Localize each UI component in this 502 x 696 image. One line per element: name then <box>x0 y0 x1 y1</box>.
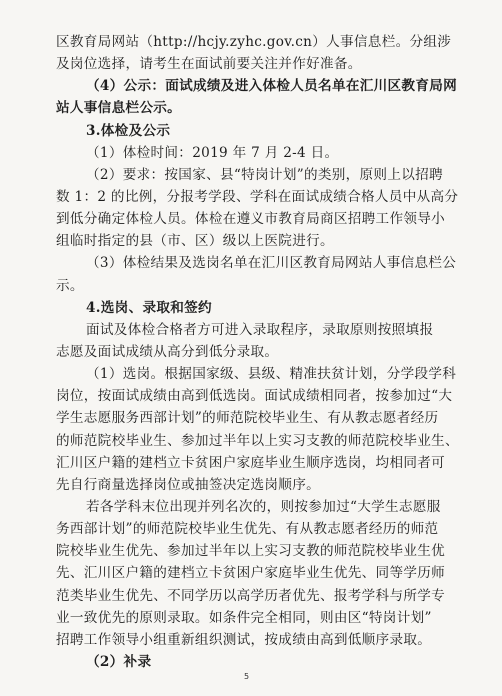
text-line-19: 的师范院校毕业生、参加过半年以上实习支教的师范院校毕业生、 <box>56 432 459 449</box>
text-line-1: 区教育局网站（http://hcjy.zyhc.gov.cn）人事信息栏。分组涉 <box>56 34 452 50</box>
text-line-26: 范类毕业生优先、不同学历以高学历者优先、报考学科与所学专 <box>56 587 446 604</box>
text-line-21: 先自行商量选择岗位或抽签决定选岗顺序。 <box>56 476 320 493</box>
text-line-14: 面试及体检合格者方可进入录取程序，录取原则按照填报 <box>86 321 434 338</box>
text-line-16: （1）选岗。根据国家级、县级、精准扶贫计划，分学段学科 <box>86 366 457 383</box>
section-heading-4: 4.选岗、录取和签约 <box>86 299 212 316</box>
text-line-18: 学生志愿服务西部计划”的师范院校毕业生、有从教志愿者经历 <box>56 410 439 427</box>
text-line-7: （2）要求：按国家、县“特岗计划”的类别，原则上以招聘 <box>86 166 443 183</box>
text-line-20: 汇川区户籍的建档立卡贫困户家庭毕业生顺序选岗，均相同者可 <box>56 454 446 471</box>
text-line-24: 院校毕业生优先、参加过半年以上实习支教的师范院校毕业生优 <box>56 543 446 560</box>
text-line-10: 组临时指定的县（市、区）级以上医院进行。 <box>56 233 334 250</box>
text-line-23: 务西部计划”的师范院校毕业生优先、有从教志愿者经历的师范 <box>56 521 439 538</box>
text-line-28: 招聘工作领导小组重新组织测试，按成绩由高到低顺序录取。 <box>56 631 432 648</box>
text-line-9: 到低分确定体检人员。体检在遵义市教育局商区招聘工作领导小 <box>56 211 446 228</box>
text-line-12: 示。 <box>56 277 84 294</box>
text-line-11: （3）体检结果及选岗名单在汇川区教育局网站人事信息栏公 <box>86 255 457 272</box>
text-line-3: （4）公示：面试成绩及进入体检人员名单在汇川区教育局网 <box>86 78 457 95</box>
text-line-25: 先、汇川区户籍的建档立卡贫困户家庭毕业生优先、同等学历师 <box>56 565 446 582</box>
text-line-6: （1）体检时间：2019 年 7 月 2-4 日。 <box>86 144 339 161</box>
section-heading-3: 3.体检及公示 <box>86 122 171 139</box>
text-line-27: 业一致优先的原则录取。如条件完全相同，则由区“特岗计划” <box>56 609 432 626</box>
text-line-4: 站人事信息栏公示。 <box>56 100 182 117</box>
text-line-22: 若各学科末位出现并列名次的，则按参加过“大学生志愿服 <box>86 499 441 515</box>
text-line-8: 数 1：2 的比例，分报考学段、学科在面试成绩合格人员中从高分 <box>56 189 459 205</box>
text-line-15: 志愿及面试成绩从高分到低分录取。 <box>56 344 279 360</box>
text-line-17: 岗位，按面试成绩由高到低选岗。面试成绩相同者，按参加过“大 <box>56 388 453 405</box>
text-line-29: （2）补录 <box>86 654 152 670</box>
page-number: 5 <box>244 672 250 681</box>
text-line-2: 及岗位选择，请考生在面试前要关注并作好准备。 <box>56 56 362 73</box>
